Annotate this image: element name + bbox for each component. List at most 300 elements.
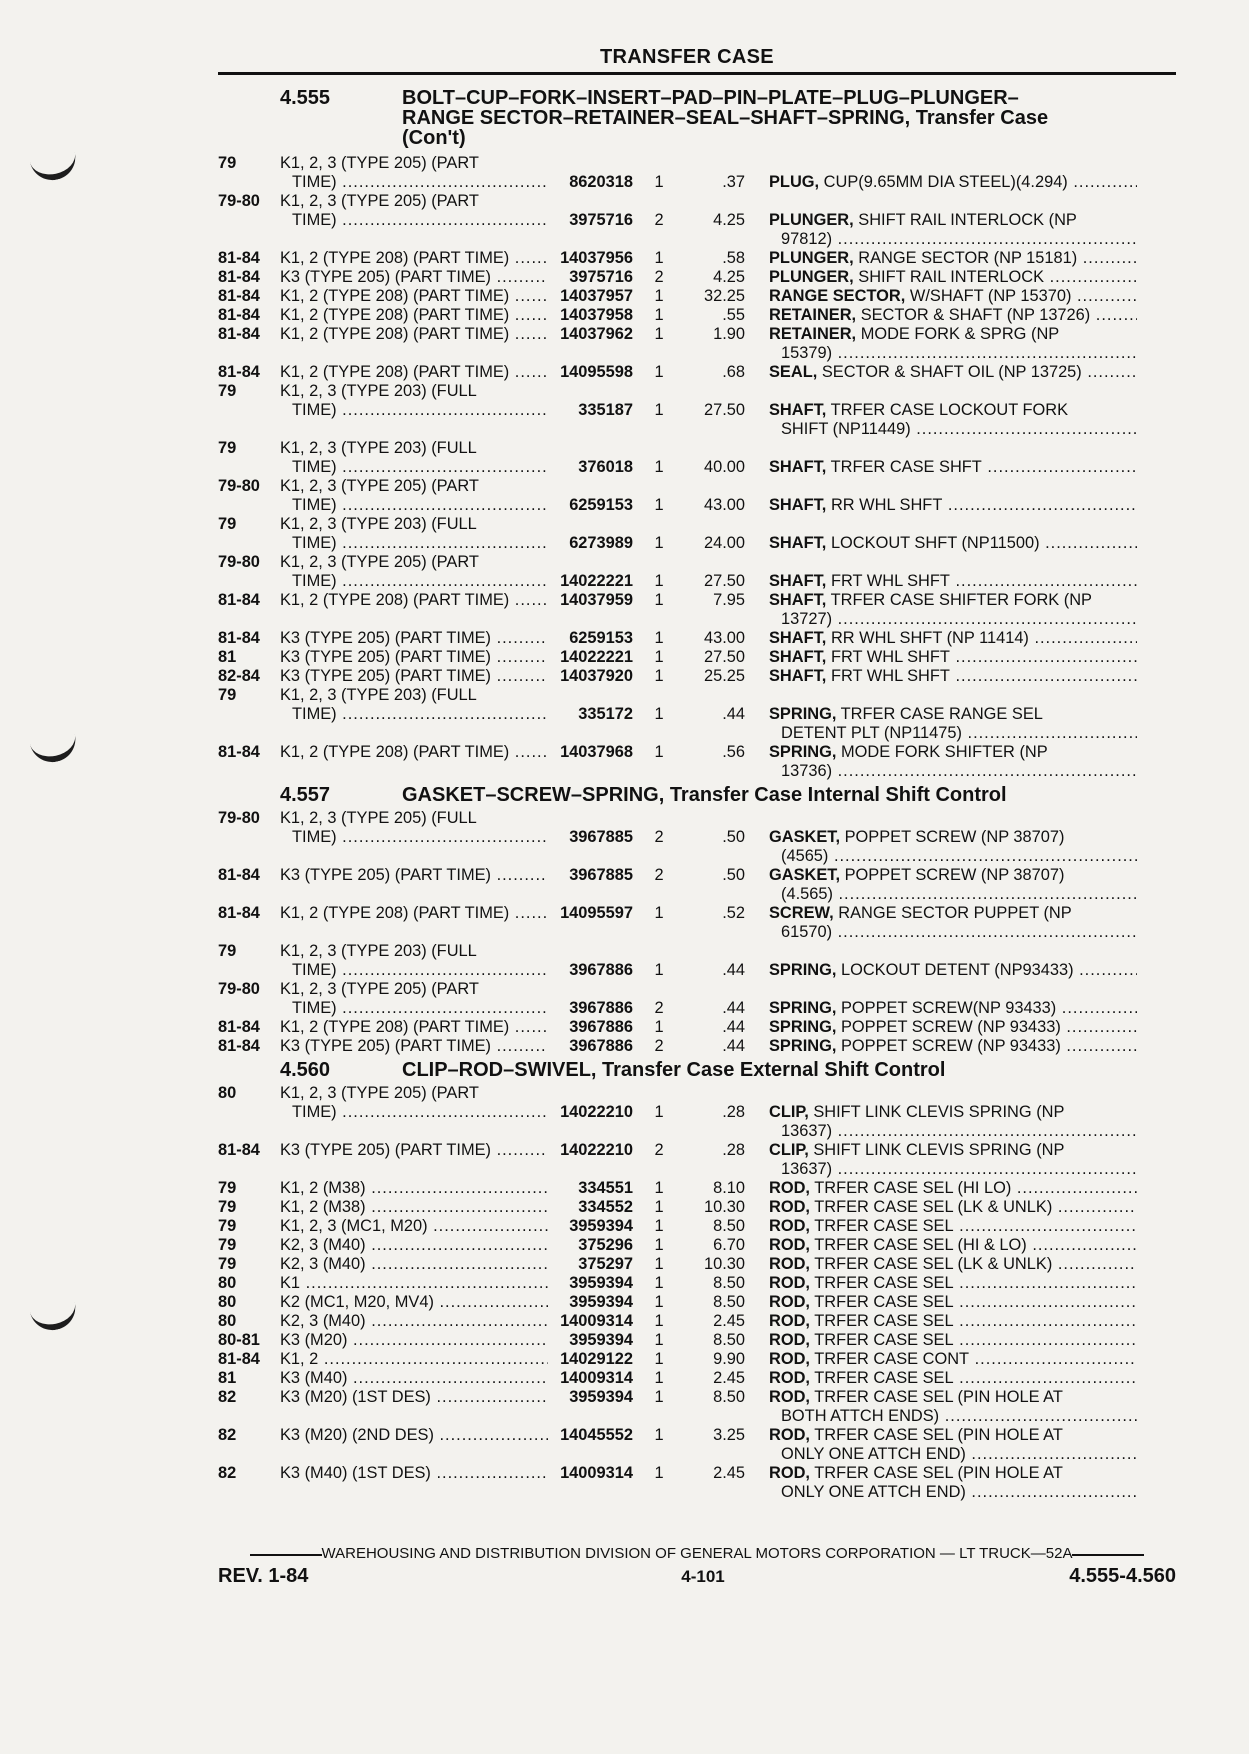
application-line: K3 (TYPE 205) (PART TIME) ..... <box>280 629 548 648</box>
description-line <box>769 1179 1137 1198</box>
application-line: K1, 2 (TYPE 208) (PART TIME) ..... <box>280 287 548 306</box>
section-number: 4.560 <box>280 1059 331 1081</box>
application <box>280 382 548 420</box>
quantity: 1 <box>654 591 664 609</box>
description <box>745 211 1137 249</box>
model-years: 81-84 <box>218 1018 260 1036</box>
application-line: K3 (M40) (1ST DES) ..... <box>280 1464 548 1483</box>
description-text: TRFER CASE SEL (PIN HOLE AT <box>814 1464 1063 1482</box>
quantity: 1 <box>654 1018 664 1036</box>
description-text: POPPET SCREW (NP 93433) <box>840 1037 1061 1055</box>
model-years: 81-84 <box>218 629 260 647</box>
description <box>745 401 1137 439</box>
description <box>745 458 1137 477</box>
description-text: 13727) <box>781 610 833 628</box>
part-name: SHAFT, <box>769 667 827 685</box>
application <box>280 477 548 515</box>
description-line <box>769 743 1137 762</box>
application-line: K3 (TYPE 205) (PART TIME) ..... <box>280 648 548 667</box>
price: 10.30 <box>703 1255 745 1273</box>
description <box>745 1141 1137 1179</box>
part-name: SHAFT, <box>769 648 827 666</box>
price: .44 <box>722 961 745 979</box>
application <box>280 648 548 667</box>
model-years: 81 <box>218 648 237 666</box>
description-line <box>769 1312 1137 1331</box>
model-years: 79-80 <box>218 980 260 998</box>
quantity: 1 <box>654 363 664 381</box>
price: 27.50 <box>703 648 745 666</box>
part-name: ROD, <box>769 1179 810 1197</box>
parts-row <box>218 980 1178 1018</box>
application <box>280 1293 548 1312</box>
application-line: K3 (M40) ..... <box>280 1369 548 1388</box>
header-rule <box>218 72 1176 75</box>
part-number: 334552 <box>578 1198 633 1216</box>
part-number: 3975716 <box>569 268 633 286</box>
application-line: K1, 2, 3 (TYPE 205) (PART <box>280 154 479 172</box>
application-line: TIME) ..... <box>280 534 548 553</box>
description-line <box>769 1141 1137 1160</box>
description-text: 15379) <box>781 344 833 362</box>
description-text: TRFER CASE SEL <box>814 1274 954 1292</box>
model-years: 79-80 <box>218 809 260 827</box>
application-line: K1, 2 ..... <box>280 1350 548 1369</box>
application <box>280 1084 548 1122</box>
model-years: 80-81 <box>218 1331 260 1349</box>
application <box>280 1426 548 1445</box>
description-line <box>769 1464 1137 1483</box>
parts-row <box>218 1018 1178 1037</box>
parts-row <box>218 866 1178 904</box>
application <box>280 1350 548 1369</box>
quantity: 1 <box>654 325 664 343</box>
parts-row <box>218 477 1178 515</box>
description-line <box>769 325 1137 344</box>
description <box>745 591 1137 629</box>
application-line: K1, 2, 3 (TYPE 203) (FULL <box>280 382 477 400</box>
parts-row <box>218 1331 1178 1350</box>
description-text: TRFER CASE SEL <box>814 1217 954 1235</box>
model-years: 82-84 <box>218 667 260 685</box>
part-name: CLIP, <box>769 1103 809 1121</box>
part-name: SPRING, <box>769 1018 837 1036</box>
model-years: 81-84 <box>218 1350 260 1368</box>
section-title-line: BOLT–CUP–FORK–INSERT–PAD–PIN–PLATE–PLUG–PLUNGER– <box>402 87 1019 109</box>
application-line: K1, 2, 3 (TYPE 205) (PART <box>280 192 479 210</box>
description-text: TRFER CASE SEL (PIN HOLE AT <box>814 1426 1063 1444</box>
application <box>280 154 548 192</box>
application <box>280 686 548 724</box>
quantity: 1 <box>654 1217 664 1235</box>
description-line <box>769 610 1137 629</box>
application <box>280 249 548 268</box>
price: 40.00 <box>703 458 745 476</box>
part-name: SPRING, <box>769 961 837 979</box>
quantity: 1 <box>654 904 664 922</box>
description-text: POPPET SCREW (NP 38707) <box>844 828 1065 846</box>
part-name: ROD, <box>769 1274 810 1292</box>
description <box>745 1369 1137 1388</box>
description <box>745 1388 1137 1426</box>
application <box>280 1179 548 1198</box>
description-line <box>769 1037 1137 1056</box>
parts-row <box>218 154 1178 192</box>
description <box>745 249 1137 268</box>
description-line <box>769 458 1137 477</box>
application-line: K1, 2 (M38) ..... <box>280 1198 548 1217</box>
parts-row <box>218 1426 1178 1464</box>
description-line <box>769 1236 1137 1255</box>
application-line: TIME) ..... <box>280 572 548 591</box>
parts-row <box>218 1236 1178 1255</box>
price: .52 <box>722 904 745 922</box>
parts-row <box>218 382 1178 439</box>
parts-row <box>218 809 1178 866</box>
price: .44 <box>722 1018 745 1036</box>
section-title <box>402 1060 1178 1080</box>
application <box>280 1274 548 1293</box>
model-years: 79 <box>218 382 237 400</box>
quantity: 1 <box>654 401 664 419</box>
description <box>745 705 1137 743</box>
price: 6.70 <box>713 1236 745 1254</box>
description <box>745 1331 1137 1350</box>
description-text: CUP(9.65MM DIA STEEL)(4.294) <box>823 173 1068 191</box>
application <box>280 1312 548 1331</box>
description-text: TRFER CASE SHFT <box>830 458 982 476</box>
description-line <box>769 1331 1137 1350</box>
application-line: TIME) ..... <box>280 999 548 1018</box>
price: .50 <box>722 828 745 846</box>
part-number: 14045552 <box>560 1426 633 1444</box>
description <box>745 961 1137 980</box>
part-name: SPRING, <box>769 1037 837 1055</box>
footer-page-number: 4-101 <box>681 1567 725 1586</box>
description <box>745 667 1137 686</box>
description-line <box>769 629 1137 648</box>
application-line: K1, 2, 3 (TYPE 203) (FULL <box>280 515 477 533</box>
price: 1.90 <box>713 325 745 343</box>
footer-rule-right <box>1072 1554 1144 1556</box>
application-line: K1, 2, 3 (MC1, M20) ..... <box>280 1217 548 1236</box>
part-number: 3967886 <box>569 1037 633 1055</box>
application-line: K1, 2, 3 (TYPE 205) (PART <box>280 553 479 571</box>
model-years: 80 <box>218 1274 237 1292</box>
quantity: 1 <box>654 667 664 685</box>
quantity: 1 <box>654 173 664 191</box>
description <box>745 325 1137 363</box>
part-name: PLUNGER, <box>769 268 854 286</box>
part-name: RETAINER, <box>769 325 857 343</box>
description-line <box>769 401 1137 420</box>
application <box>280 1037 548 1056</box>
application-line: K1, 2, 3 (TYPE 205) (PART <box>280 1084 479 1102</box>
quantity: 2 <box>654 828 664 846</box>
description-text: POPPET SCREW (NP 38707) <box>844 866 1065 884</box>
description-text: LOCKOUT SHFT (NP11500) <box>830 534 1040 552</box>
model-years: 81-84 <box>218 268 260 286</box>
application-line: K1, 2 (TYPE 208) (PART TIME) ..... <box>280 325 548 344</box>
description-line <box>769 866 1137 885</box>
page-header-title: TRANSFER CASE <box>600 46 774 68</box>
application-line: TIME) ..... <box>280 961 548 980</box>
quantity: 2 <box>654 1141 664 1159</box>
description-text: 61570) <box>781 923 833 941</box>
description-text: LOCKOUT DETENT (NP93433) <box>840 961 1074 979</box>
part-name: RANGE SECTOR, <box>769 287 906 305</box>
application-line: K1, 2 (TYPE 208) (PART TIME) ..... <box>280 306 548 325</box>
part-name: PLUNGER, <box>769 211 854 229</box>
quantity: 1 <box>654 458 664 476</box>
description <box>745 572 1137 591</box>
price: 8.10 <box>713 1179 745 1197</box>
part-number: 3959394 <box>569 1293 633 1311</box>
part-name: ROD, <box>769 1350 810 1368</box>
description <box>745 1018 1137 1037</box>
model-years: 79-80 <box>218 192 260 210</box>
parts-row <box>218 648 1178 667</box>
footer <box>218 1565 1176 1589</box>
description-text: 13637) <box>781 1122 833 1140</box>
description-line <box>769 1198 1137 1217</box>
description-text: SHIFT LINK CLEVIS SPRING (NP <box>813 1141 1065 1159</box>
description-line <box>769 762 1137 781</box>
application <box>280 192 548 230</box>
description-line <box>769 1122 1137 1141</box>
model-years: 81-84 <box>218 743 260 761</box>
part-name: ROD, <box>769 1293 810 1311</box>
quantity: 1 <box>654 705 664 723</box>
application <box>280 287 548 306</box>
quantity: 1 <box>654 1331 664 1349</box>
description-text: TRFER CASE SEL (LK & UNLK) <box>814 1255 1053 1273</box>
description-text: SHIFT RAIL INTERLOCK <box>858 268 1045 286</box>
section-title <box>402 785 1178 805</box>
model-years: 81-84 <box>218 904 260 922</box>
model-years: 81-84 <box>218 1037 260 1055</box>
part-name: SCREW, <box>769 904 834 922</box>
application <box>280 553 548 591</box>
description-line <box>769 211 1137 230</box>
description-text: SHIFT LINK CLEVIS SPRING (NP <box>813 1103 1065 1121</box>
description-text: TRFER CASE SEL (PIN HOLE AT <box>814 1388 1063 1406</box>
model-years: 79 <box>218 686 237 704</box>
parts-row <box>218 249 1178 268</box>
description-line <box>769 1293 1137 1312</box>
quantity: 1 <box>654 1236 664 1254</box>
description-line <box>769 923 1137 942</box>
parts-row <box>218 1037 1178 1056</box>
part-number: 3967885 <box>569 866 633 884</box>
description <box>745 866 1137 904</box>
price: .50 <box>722 866 745 884</box>
application-line: K1, 2, 3 (TYPE 205) (PART <box>280 980 479 998</box>
model-years: 82 <box>218 1388 237 1406</box>
model-years: 81-84 <box>218 287 260 305</box>
description-text: ONLY ONE ATTCH END) <box>781 1483 966 1501</box>
application <box>280 306 548 325</box>
part-number: 376018 <box>578 458 633 476</box>
part-name: ROD, <box>769 1236 810 1254</box>
description-text: RANGE SECTOR PUPPET (NP <box>838 904 1072 922</box>
application <box>280 1198 548 1217</box>
description-text: SHIFT RAIL INTERLOCK (NP <box>858 211 1077 229</box>
model-years: 81-84 <box>218 249 260 267</box>
part-number: 14037962 <box>560 325 633 343</box>
application-line: K1, 2 (TYPE 208) (PART TIME) ..... <box>280 249 548 268</box>
footer-section-range: 4.555-4.560 <box>1069 1565 1176 1587</box>
part-number: 3959394 <box>569 1388 633 1406</box>
section-number: 4.555 <box>280 87 331 109</box>
application-line: K3 (TYPE 205) (PART TIME) ..... <box>280 866 548 885</box>
description-line <box>769 1217 1137 1236</box>
price: .28 <box>722 1103 745 1121</box>
quantity: 1 <box>654 572 664 590</box>
quantity: 1 <box>654 1293 664 1311</box>
part-number: 6259153 <box>569 629 633 647</box>
part-number: 335187 <box>578 401 633 419</box>
description-line <box>769 724 1137 743</box>
part-number: 14029122 <box>560 1350 633 1368</box>
application-line: K3 (TYPE 205) (PART TIME) ..... <box>280 1141 548 1160</box>
application <box>280 743 548 762</box>
price: 25.25 <box>703 667 745 685</box>
parts-row <box>218 1350 1178 1369</box>
parts-row <box>218 591 1178 629</box>
part-name: ROD, <box>769 1464 810 1482</box>
application-line: K1, 2 (TYPE 208) (PART TIME) ..... <box>280 591 548 610</box>
description-line <box>769 1388 1137 1407</box>
application-line: K3 (M20) (2ND DES) ..... <box>280 1426 548 1445</box>
quantity: 2 <box>654 268 664 286</box>
description <box>745 306 1137 325</box>
application-line: TIME) ..... <box>280 705 548 724</box>
price: 10.30 <box>703 1198 745 1216</box>
description-line <box>769 249 1137 268</box>
description-text: RANGE SECTOR (NP 15181) <box>858 249 1078 267</box>
part-name: SHAFT, <box>769 629 827 647</box>
price: 8.50 <box>713 1388 745 1406</box>
description-text: (4.565) <box>781 885 833 903</box>
description-text: DETENT PLT (NP11475) <box>781 724 962 742</box>
description-text: W/SHAFT (NP 15370) <box>909 287 1072 305</box>
parts-row <box>218 287 1178 306</box>
description <box>745 828 1137 866</box>
quantity: 1 <box>654 1198 664 1216</box>
description <box>745 1198 1137 1217</box>
application <box>280 942 548 980</box>
model-years: 79 <box>218 1217 237 1235</box>
price: .44 <box>722 1037 745 1055</box>
part-number: 375297 <box>578 1255 633 1273</box>
description <box>745 496 1137 515</box>
price: .44 <box>722 999 745 1017</box>
application-line: TIME) ..... <box>280 1103 548 1122</box>
parts-row <box>218 553 1178 591</box>
description-line <box>769 173 1137 192</box>
parts-row <box>218 268 1178 287</box>
description-line <box>769 1426 1137 1445</box>
part-number: 14037920 <box>560 667 633 685</box>
application <box>280 1217 548 1236</box>
part-number: 6259153 <box>569 496 633 514</box>
price: 8.50 <box>713 1274 745 1292</box>
footer-revision: REV. 1-84 <box>218 1565 309 1587</box>
price: .37 <box>722 173 745 191</box>
model-years: 79 <box>218 1255 237 1273</box>
description-line <box>769 363 1137 382</box>
quantity: 1 <box>654 961 664 979</box>
description <box>745 363 1137 382</box>
price: 24.00 <box>703 534 745 552</box>
parts-row <box>218 1217 1178 1236</box>
description <box>745 287 1137 306</box>
part-number: 14037957 <box>560 287 633 305</box>
model-years: 79 <box>218 439 237 457</box>
part-name: ROD, <box>769 1312 810 1330</box>
description-line <box>769 306 1137 325</box>
application <box>280 591 548 610</box>
quantity: 2 <box>654 211 664 229</box>
price: 2.45 <box>713 1369 745 1387</box>
part-name: ROD, <box>769 1388 810 1406</box>
description-line <box>769 1350 1137 1369</box>
application <box>280 1388 548 1407</box>
description-text: TRFER CASE SEL (LK & UNLK) <box>814 1198 1053 1216</box>
description <box>745 1037 1137 1056</box>
description <box>745 1103 1137 1141</box>
quantity: 1 <box>654 1179 664 1197</box>
description-text: RR WHL SHFT (NP 11414) <box>830 629 1029 647</box>
parts-row <box>218 1464 1178 1502</box>
application-line: K2 (MC1, M20, MV4) ..... <box>280 1293 548 1312</box>
application-line: K1, 2 (TYPE 208) (PART TIME) ..... <box>280 363 548 382</box>
part-number: 3975716 <box>569 211 633 229</box>
quantity: 1 <box>654 496 664 514</box>
part-name: SHAFT, <box>769 496 827 514</box>
description-text: FRT WHL SHFT <box>830 572 950 590</box>
parts-row <box>218 667 1178 686</box>
description <box>745 743 1137 781</box>
application-line: K1, 2, 3 (TYPE 203) (FULL <box>280 942 477 960</box>
description-line <box>769 268 1137 287</box>
price: 2.45 <box>713 1312 745 1330</box>
parts-row <box>218 1141 1178 1179</box>
application-line: K1, 2, 3 (TYPE 205) (FULL <box>280 809 477 827</box>
section-heading <box>218 1060 1178 1080</box>
model-years: 80 <box>218 1084 237 1102</box>
section-title-line: CLIP–ROD–SWIVEL, Transfer Case External Shift Control <box>402 1059 946 1081</box>
description-text: RR WHL SHFT <box>830 496 943 514</box>
part-name: ROD, <box>769 1217 810 1235</box>
application <box>280 980 548 1018</box>
parts-row <box>218 1312 1178 1331</box>
price: .28 <box>722 1141 745 1159</box>
part-name: GASKET, <box>769 866 841 884</box>
part-name: SHAFT, <box>769 572 827 590</box>
quantity: 2 <box>654 999 664 1017</box>
application-line: K1, 2 (TYPE 208) (PART TIME) ..... <box>280 743 548 762</box>
model-years: 79 <box>218 942 237 960</box>
application-line: TIME) ..... <box>280 211 548 230</box>
model-years: 79 <box>218 1236 237 1254</box>
description <box>745 904 1137 942</box>
price: 8.50 <box>713 1293 745 1311</box>
footer-division-text: WAREHOUSING AND DISTRIBUTION DIVISION OF GENERAL MOTORS CORPORATION — LT TRUCK—52A <box>321 1545 1073 1562</box>
application-line: TIME) ..... <box>280 458 548 477</box>
quantity: 1 <box>654 249 664 267</box>
